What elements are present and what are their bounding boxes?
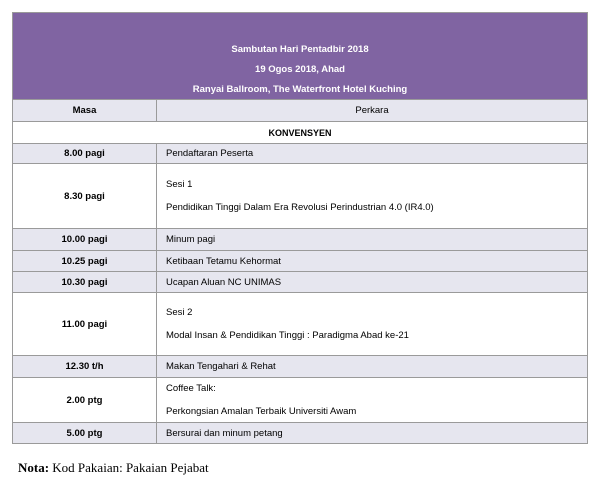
row-item-text: Bersurai dan minum petang (166, 427, 283, 439)
row-time: 2.00 ptg (13, 378, 157, 422)
table-row (13, 422, 587, 443)
row-time: 10.30 pagi (13, 272, 157, 292)
row-item (157, 229, 587, 250)
row-item-text: Makan Tengahari & Rehat (166, 361, 276, 372)
row-item-text: Ucapan Aluan NC UNIMAS (166, 276, 282, 288)
column-header-masa: Masa (13, 100, 157, 121)
event-banner (13, 13, 587, 99)
row-item (157, 251, 587, 271)
row-item-text: Modal Insan & Pendidikan Tinggi : Paradigma Abad ke-21 (166, 330, 409, 341)
section-row (13, 121, 587, 143)
table-row (13, 143, 587, 163)
row-time: 12.30 t/h (13, 356, 157, 377)
row-time: 5.00 ptg (13, 423, 157, 443)
row-item-text: Pendidikan Tinggi Dalam Era Revolusi Perindustrian 4.0 (IR4.0) (166, 202, 434, 213)
note-label: Nota: (18, 460, 50, 475)
row-item (157, 423, 587, 443)
row-time: 10.00 pagi (13, 229, 157, 250)
schedule-table (12, 12, 588, 444)
row-item (157, 356, 587, 377)
dress-code-note (18, 460, 209, 476)
row-item-text: Minum pagi (166, 234, 216, 245)
table-row (13, 250, 587, 271)
event-venue: Ranyai Ballroom, The Waterfront Hotel Kuching (192, 84, 408, 95)
row-item-text: Sesi 2 (166, 307, 193, 318)
row-item-text: Coffee Talk: (166, 383, 216, 394)
row-item-text: Sesi 1 (166, 179, 193, 190)
row-item (157, 293, 587, 355)
note-text: Kod Pakaian: Pakaian Pejabat (52, 460, 209, 475)
column-header-row (13, 99, 587, 121)
row-item (157, 272, 587, 292)
column-header-perkara: Perkara (355, 105, 389, 116)
table-row (13, 163, 587, 228)
row-time: 11.00 pagi (13, 293, 157, 355)
table-row (13, 292, 587, 355)
row-time: 8.30 pagi (13, 164, 157, 228)
row-item-text: Perkongsian Amalan Terbaik Universiti Awam (166, 406, 357, 417)
section-title: KONVENSYEN (268, 127, 332, 138)
table-row (13, 377, 587, 422)
row-item (157, 144, 587, 163)
row-time: 8.00 pagi (13, 144, 157, 163)
event-title: Sambutan Hari Pentadbir 2018 (231, 44, 369, 55)
table-row (13, 271, 587, 292)
row-item-text: Ketibaan Tetamu Kehormat (166, 255, 281, 267)
table-row (13, 355, 587, 377)
table-row (13, 228, 587, 250)
row-item (157, 378, 587, 422)
row-item-text: Pendaftaran Peserta (166, 148, 254, 159)
event-date: 19 Ogos 2018, Ahad (255, 64, 345, 75)
row-time: 10.25 pagi (13, 251, 157, 271)
row-item (157, 164, 587, 228)
